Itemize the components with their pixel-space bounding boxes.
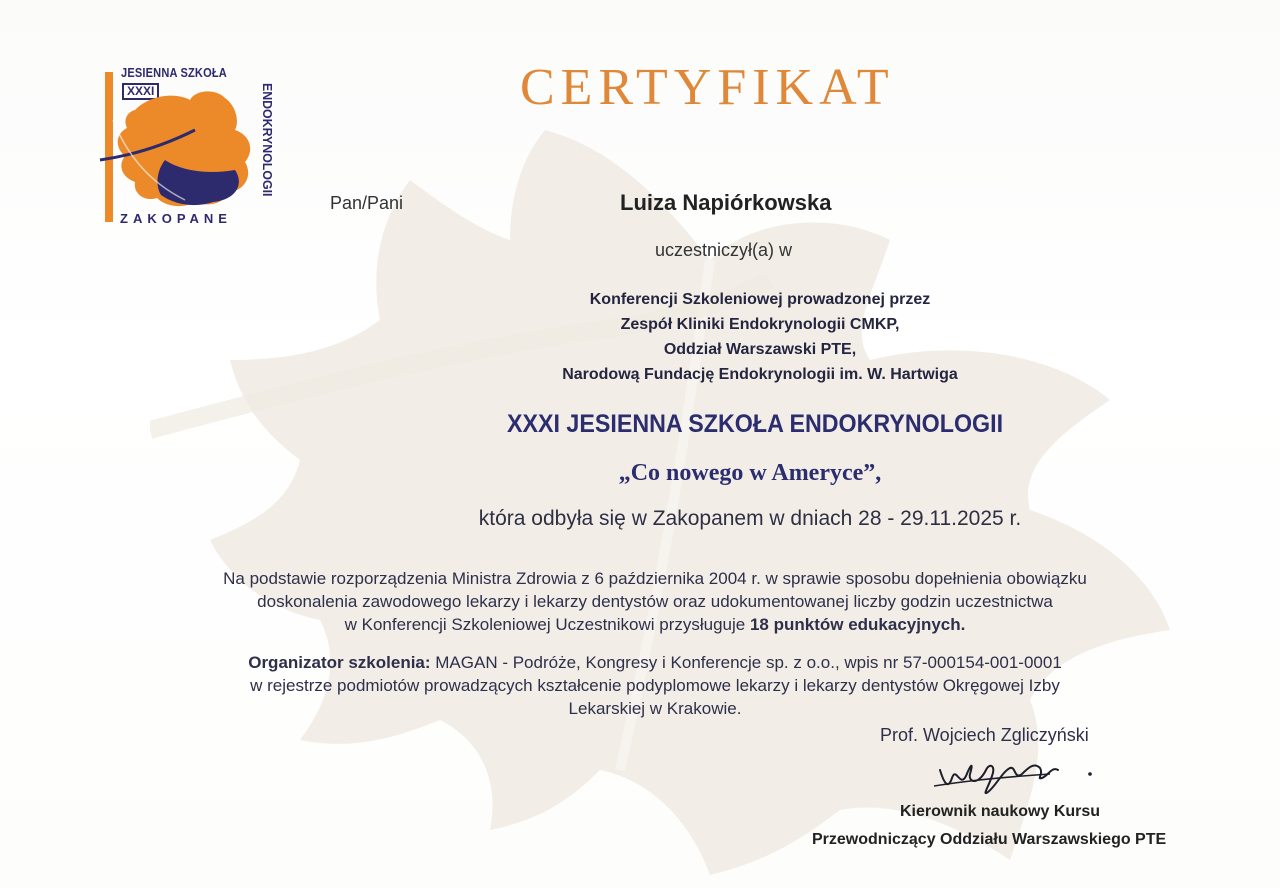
- organizers-block: [440, 287, 1080, 387]
- signatory-name: Prof. Wojciech Zgliczyński: [880, 725, 1089, 745]
- logo-top-text: JESIENNA SZKOŁA: [121, 65, 227, 80]
- logo-side-text: ENDOKRYNOLOGII: [260, 82, 275, 197]
- signatory-role-course: Kierownik naukowy Kursu: [900, 803, 1101, 820]
- education-points: 18 punktów edukacyjnych.: [749, 615, 966, 634]
- legal-line: Na podstawie rozporządzenia Ministra Zdrowia z 6 października 2004 r. w sprawie sposobu dopełnienia obowiązku: [223, 569, 1087, 588]
- organizer-line: Oddział Warszawski PTE,: [663, 341, 857, 358]
- event-name: XXXI JESIENNA SZKOŁA ENDOKRYNOLOGII: [506, 410, 1004, 438]
- organizer-details: MAGAN - Podróże, Kongresy i Konferencje sp. z o.o., wpis nr 57-000154-001-0001: [430, 653, 1062, 672]
- legal-line: doskonalenia zawodowego lekarzy i lekarzy dentystów oraz udokumentowanej liczby godzin uczestnictwa: [257, 592, 1053, 611]
- recipient-label: Pan/Pani: [330, 193, 404, 213]
- organizer-label: Organizator szkolenia:: [248, 653, 431, 672]
- logo-roman-numeral: XXXI: [122, 83, 159, 100]
- school-logo: [95, 62, 280, 237]
- legal-line-prefix: w Konferencji Szkoleniowej Uczestnikowi przysługuje: [344, 615, 750, 634]
- participated-text: uczestniczył(a) w: [655, 240, 793, 260]
- logo-bottom-text: ZAKOPANE: [120, 211, 232, 226]
- organizer-line: Konferencji Szkoleniowej prowadzonej przez: [589, 291, 931, 308]
- event-motto: „Co nowego w Ameryce”,: [618, 460, 882, 486]
- organizer-info-line: [100, 651, 1210, 674]
- recipient-name: Luiza Napiórkowska: [620, 190, 832, 215]
- signatory-role-branch: Przewodniczący Oddziału Warszawskiego PTE: [812, 831, 1167, 848]
- organizer-info-line: Lekarskiej w Krakowie.: [568, 699, 742, 718]
- legal-basis: [95, 567, 1215, 636]
- training-organizer: [100, 651, 1210, 720]
- organizer-info-line: w rejestrze podmiotów prowadzących kształcenie podyplomowe lekarzy i lekarzy dentystów Okręgowej Izby: [250, 676, 1060, 695]
- maple-leaf-icon: [95, 90, 260, 210]
- certificate-title: CERTYFIKAT: [520, 59, 895, 116]
- organizer-line: Zespół Kliniki Endokrynologii CMKP,: [620, 316, 900, 333]
- organizer-line: Narodową Fundację Endokrynologii im. W. Hartwiga: [562, 366, 958, 383]
- event-date-line: która odbyła się w Zakopanem w dniach 28 - 29.11.2025 r.: [478, 507, 1022, 530]
- legal-line: [95, 613, 1215, 636]
- handwritten-signature: [930, 748, 1100, 798]
